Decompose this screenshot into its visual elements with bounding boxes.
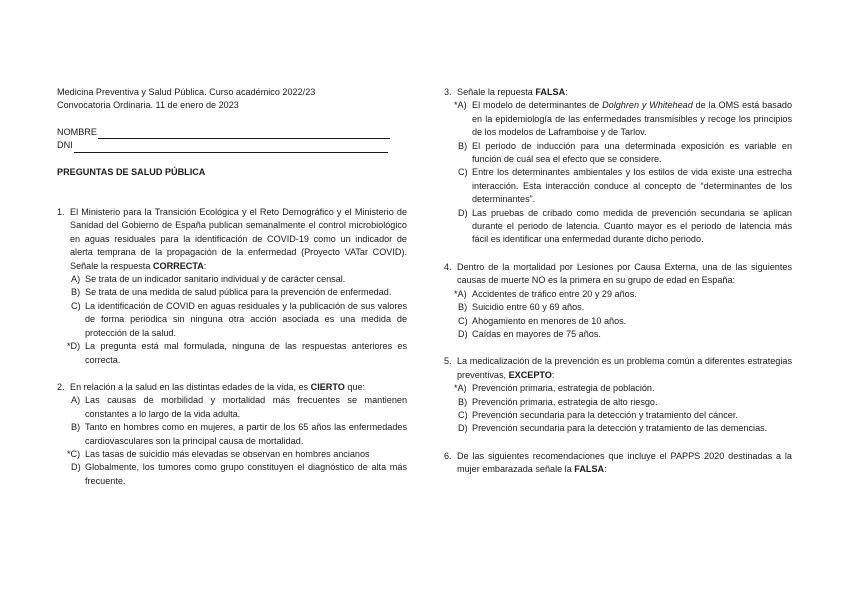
question-text: Señale la repuesta FALSA: xyxy=(457,87,568,97)
question-4 xyxy=(444,261,792,341)
option-c: C) La identificación de COVID en aguas residuales y la publicación de sus valores de forma periódica sin ninguna otra acción asociada es una medida de protección de la salud. xyxy=(71,300,407,338)
question-text: En relación a la salud en las distintas edades de la vida, es CIERTO que: xyxy=(70,381,366,392)
question-5 xyxy=(444,355,792,435)
option-d: D) Prevención secundaria para la detección y tratamiento de las demencias. xyxy=(458,423,768,434)
option-b: B) El periodo de inducción para una determinada exposición es variable en función de cuál sea el efecto que se considere. xyxy=(458,140,792,165)
question-3 xyxy=(444,86,792,247)
option-a-correct: *A) Prevención primaria, estrategia de población. xyxy=(454,383,655,394)
question-number: 3. xyxy=(444,87,452,97)
option-d-correct: *D) La pregunta está mal formulada, ninguna de las respuestas anteriores es correcta. xyxy=(67,341,407,365)
right-column xyxy=(444,86,792,477)
question-text: El Ministerio para la Transición Ecológica y el Reto Demográfico y el Ministerio de Sanidad del Gobierno de España publican semanalmente el control microbiológico en aguas residuales para la identificación de COVID-19 como un indicador de alerta temprana de la propagación de la enfermedad (Proyecto VATar COVID). Señale la respuesta CORRECTA: xyxy=(70,207,407,271)
question-number: 6. xyxy=(444,450,452,461)
dni-label: DNI xyxy=(57,140,73,151)
option-c: C) Entre los determinantes ambientales y los estilos de vida existe una estrecha interacción. Esta interacción conduce al concepto de “determinantes de los determinantes”. xyxy=(458,167,792,205)
header-line-1: Medicina Preventiva y Salud Pública. Curso académico 2022/23 xyxy=(57,87,316,97)
option-d: D) Las pruebas de cribado como medida de prevención secundaria se aplican durante el periodo de latencia. Cuanto mayor es el periodo de latencia más fácil es identificar una enfermedad durante dicho periodo. xyxy=(458,207,792,245)
question-2 xyxy=(57,381,407,488)
option-c: C) Ahogamiento en menores de 10 años. xyxy=(458,315,627,326)
nombre-field[interactable] xyxy=(57,126,407,139)
question-6 xyxy=(444,450,792,477)
option-b: B) Prevención primaria, estrategia de alto riesgo. xyxy=(458,396,658,407)
option-a-correct: *A) El modelo de determinantes de Dolghren y Whitehead de la OMS está basado en la epidemiología de las enfermedades transmisibles y recoge los principios de los modelos de Laframboise y de Tarlov. xyxy=(454,100,792,138)
dni-line[interactable] xyxy=(74,142,388,153)
option-b: B) Suicidio entre 60 y 69 años. xyxy=(458,302,585,313)
nombre-label: NOMBRE xyxy=(57,126,97,137)
header-line-2: Convocatoria Ordinaria. 11 de enero de 2023 xyxy=(57,100,239,111)
question-number: 1. xyxy=(57,207,65,218)
nombre-line[interactable] xyxy=(98,128,390,139)
option-c: C) Prevención secundaria para la detección y tratamiento del cáncer. xyxy=(458,409,738,420)
question-1 xyxy=(57,206,407,367)
question-number: 5. xyxy=(444,356,452,367)
question-text: De las siguientes recomendaciones que incluye el PAPPS 2020 destinadas a la mujer embarazada señale la FALSA: xyxy=(457,450,792,475)
option-a: A) Se trata de un indicador sanitario individual y de carácter censal. xyxy=(71,274,346,285)
option-d: D) Caídas en mayores de 75 años. xyxy=(458,328,601,339)
option-d: D) Globalmente, los tumores como grupo constituyen el diagnóstico de alta más frecuente. xyxy=(71,462,407,486)
dni-field[interactable] xyxy=(57,139,407,152)
question-number: 2. xyxy=(57,381,65,392)
question-text: La medicalización de la prevención es un problema común a diferentes estrategias preventivas, EXCEPTO: xyxy=(457,356,792,380)
question-number: 4. xyxy=(444,261,452,272)
option-c-correct: *C) Las tasas de suicidio más elevadas se observan en hombres ancianos xyxy=(67,448,370,459)
option-a-correct: *A) Accidentes de tráfico entre 20 y 29 años. xyxy=(454,288,637,299)
left-column xyxy=(57,86,407,488)
option-a: A) Las causas de morbilidad y mortalidad más frecuentes se mantienen constantes a lo largo de la vida adulta. xyxy=(71,395,407,419)
option-b: B) Tanto en hombres como en mujeres, a partir de los 65 años las enfermedades cardiovasculares son la principal causa de mortalidad. xyxy=(71,422,407,446)
question-text: Dentro de la mortalidad por Lesiones por Causa Externa, una de las siguientes causas de muerte NO es la primera en su grupo de edad en España: xyxy=(457,261,792,286)
section-title: PREGUNTAS DE SALUD PÚBLICA xyxy=(57,166,206,177)
option-b: B) Se trata de una medida de salud pública para la prevención de enfermedad. xyxy=(71,287,392,298)
